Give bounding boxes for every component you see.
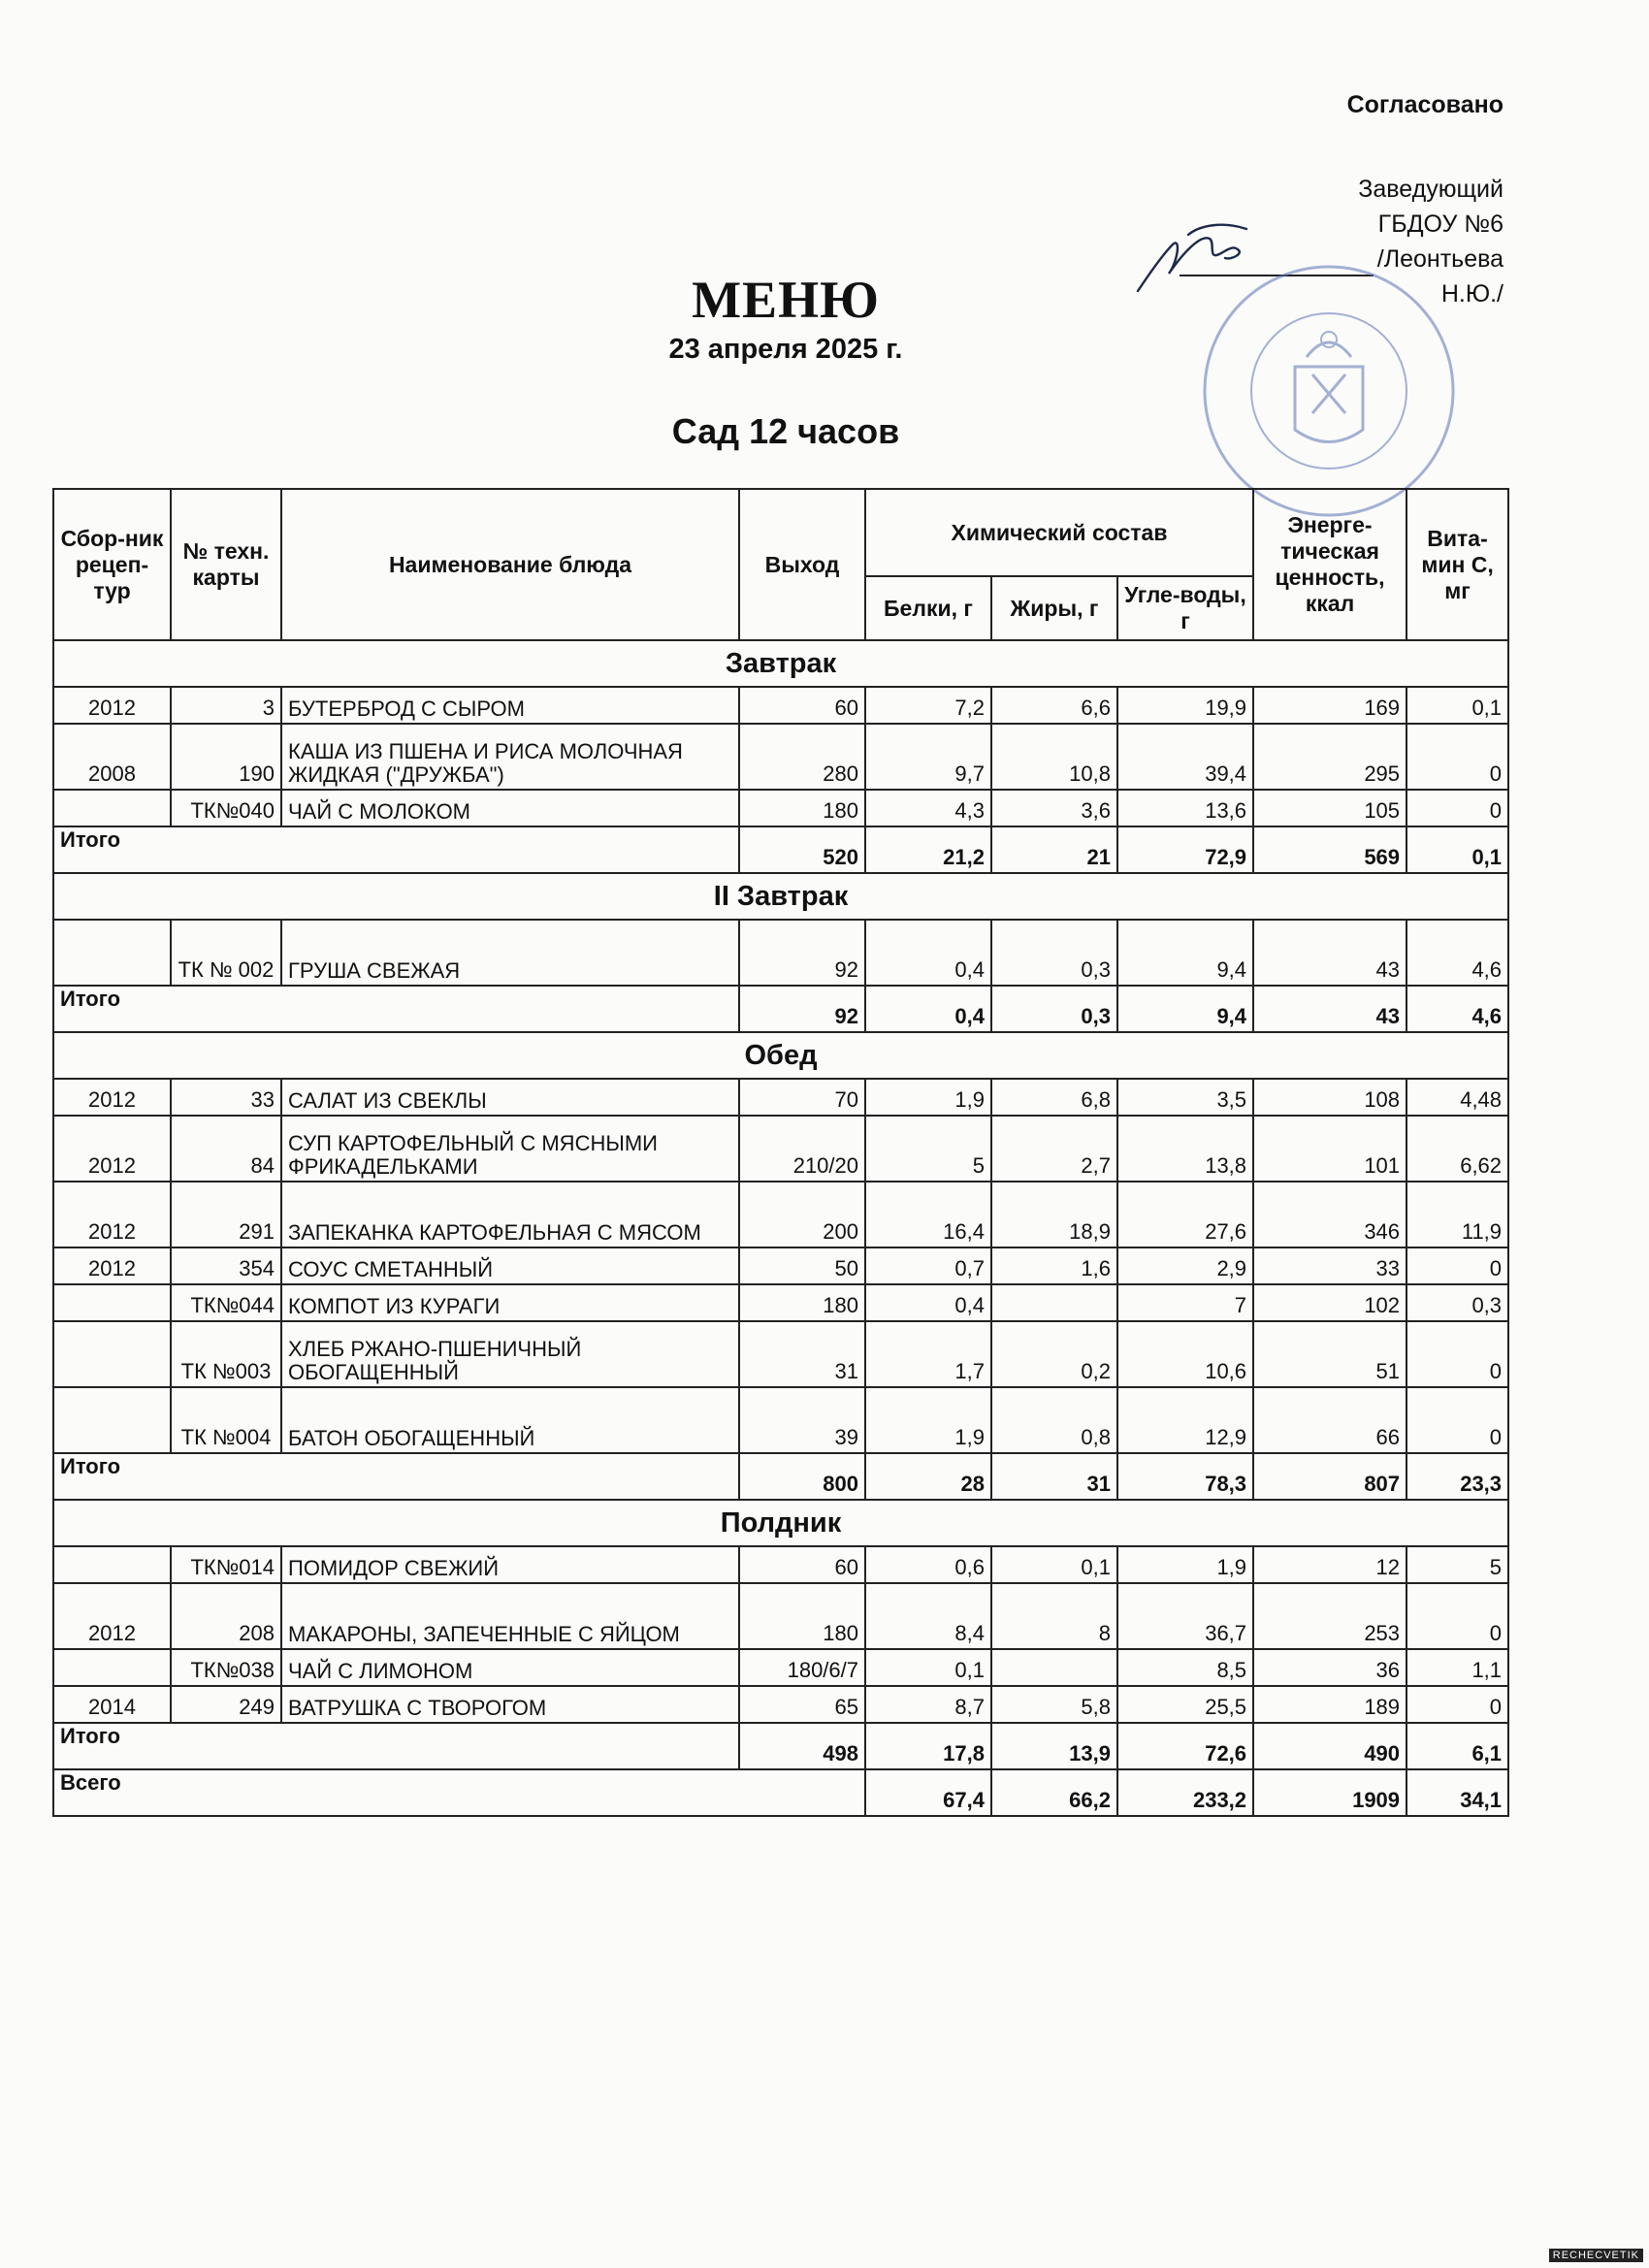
cell-energy: 105 bbox=[1253, 790, 1406, 826]
cell-energy: 33 bbox=[1253, 1247, 1406, 1284]
section-title: Обед bbox=[53, 1032, 1508, 1079]
cell-fat: 0,3 bbox=[991, 920, 1117, 986]
table-row bbox=[53, 1649, 1508, 1686]
cell-card: 3 bbox=[171, 687, 281, 724]
cell-vitc: 0 bbox=[1406, 790, 1508, 826]
cell-dish-name: ЧАЙ С МОЛОКОМ bbox=[281, 790, 739, 826]
cell-fat: 1,6 bbox=[991, 1247, 1117, 1284]
total-vitc: 23,3 bbox=[1406, 1453, 1508, 1500]
cell-dish-name: МАКАРОНЫ, ЗАПЕЧЕННЫЕ С ЯЙЦОМ bbox=[281, 1583, 739, 1649]
cell-yield: 50 bbox=[739, 1247, 865, 1284]
cell-vitc: 0 bbox=[1406, 1686, 1508, 1723]
header-collection: Сбор-ник рецеп-тур bbox=[53, 489, 171, 640]
cell-protein: 0,6 bbox=[865, 1546, 991, 1583]
cell-collection bbox=[53, 1649, 171, 1686]
cell-protein: 8,4 bbox=[865, 1583, 991, 1649]
cell-carbs: 39,4 bbox=[1117, 724, 1253, 790]
cell-carbs: 7 bbox=[1117, 1284, 1253, 1321]
cell-yield: 60 bbox=[739, 687, 865, 724]
cell-fat: 2,7 bbox=[991, 1116, 1117, 1182]
table-row bbox=[53, 1116, 1508, 1182]
cell-collection: 2012 bbox=[53, 1182, 171, 1247]
cell-protein: 5 bbox=[865, 1116, 991, 1182]
signatory-name: /Леонтьева Н.Ю./ bbox=[1376, 245, 1504, 308]
total-row bbox=[53, 826, 1508, 873]
total-protein: 28 bbox=[865, 1453, 991, 1500]
cell-energy: 36 bbox=[1253, 1649, 1406, 1686]
cell-yield: 92 bbox=[739, 920, 865, 986]
table-row bbox=[53, 1686, 1508, 1723]
table-row bbox=[53, 687, 1508, 724]
total-label: Итого bbox=[53, 1453, 739, 1500]
cell-fat: 8 bbox=[991, 1583, 1117, 1649]
total-protein: 17,8 bbox=[865, 1723, 991, 1769]
table-row bbox=[53, 1079, 1508, 1116]
cell-vitc: 0 bbox=[1406, 1583, 1508, 1649]
table-row bbox=[53, 920, 1508, 986]
head-org: ГБДОУ №6 bbox=[1377, 211, 1504, 238]
cell-fat bbox=[991, 1649, 1117, 1686]
menu-table bbox=[52, 488, 1509, 1817]
cell-carbs: 9,4 bbox=[1117, 920, 1253, 986]
cell-yield: 200 bbox=[739, 1182, 865, 1247]
section-title: Полдник bbox=[53, 1500, 1508, 1546]
cell-dish-name: БУТЕРБРОД С СЫРОМ bbox=[281, 687, 739, 724]
cell-fat: 0,1 bbox=[991, 1546, 1117, 1583]
cell-collection bbox=[53, 1387, 171, 1453]
cell-vitc: 0,1 bbox=[1406, 687, 1508, 724]
cell-energy: 169 bbox=[1253, 687, 1406, 724]
cell-carbs: 36,7 bbox=[1117, 1583, 1253, 1649]
cell-energy: 108 bbox=[1253, 1079, 1406, 1116]
cell-protein: 1,7 bbox=[865, 1321, 991, 1387]
cell-collection bbox=[53, 920, 171, 986]
cell-collection: 2012 bbox=[53, 1583, 171, 1649]
cell-yield: 180 bbox=[739, 1284, 865, 1321]
cell-fat: 5,8 bbox=[991, 1686, 1117, 1723]
total-vitc: 0,1 bbox=[1406, 826, 1508, 873]
cell-vitc: 0 bbox=[1406, 1247, 1508, 1284]
approval-label: Согласовано bbox=[1346, 91, 1504, 118]
cell-dish-name: КОМПОТ ИЗ КУРАГИ bbox=[281, 1284, 739, 1321]
header-dish-name: Наименование блюда bbox=[281, 489, 739, 640]
cell-dish-name: КАША ИЗ ПШЕНА И РИСА МОЛОЧНАЯ ЖИДКАЯ ("ДРУЖБА") bbox=[281, 724, 739, 790]
cell-card: 354 bbox=[171, 1247, 281, 1284]
cell-dish-name: ЧАЙ С ЛИМОНОМ bbox=[281, 1649, 739, 1686]
header-card: № техн. карты bbox=[171, 489, 281, 640]
cell-yield: 31 bbox=[739, 1321, 865, 1387]
cell-vitc: 6,62 bbox=[1406, 1116, 1508, 1182]
head-title: Заведующий bbox=[1358, 176, 1504, 203]
cell-carbs: 12,9 bbox=[1117, 1387, 1253, 1453]
header-vitamin-c: Вита-мин С, мг bbox=[1406, 489, 1508, 640]
total-energy: 807 bbox=[1253, 1453, 1406, 1500]
header-carbs: Угле-воды, г bbox=[1117, 576, 1253, 640]
cell-yield: 65 bbox=[739, 1686, 865, 1723]
cell-energy: 51 bbox=[1253, 1321, 1406, 1387]
cell-protein: 8,7 bbox=[865, 1686, 991, 1723]
total-carbs: 72,9 bbox=[1117, 826, 1253, 873]
cell-card: ТК№014 bbox=[171, 1546, 281, 1583]
total-label: Итого bbox=[53, 986, 739, 1032]
menu-table-body bbox=[53, 640, 1508, 1816]
cell-carbs: 3,5 bbox=[1117, 1079, 1253, 1116]
cell-yield: 39 bbox=[739, 1387, 865, 1453]
header-energy: Энерге-тическая ценность, ккал bbox=[1253, 489, 1406, 640]
total-label: Итого bbox=[53, 826, 739, 873]
cell-energy: 66 bbox=[1253, 1387, 1406, 1453]
cell-dish-name: СУП КАРТОФЕЛЬНЫЙ С МЯСНЫМИ ФРИКАДЕЛЬКАМИ bbox=[281, 1116, 739, 1182]
cell-protein: 0,4 bbox=[865, 920, 991, 986]
cell-vitc: 0 bbox=[1406, 724, 1508, 790]
cell-yield: 180 bbox=[739, 1583, 865, 1649]
cell-carbs: 13,8 bbox=[1117, 1116, 1253, 1182]
section-header-row bbox=[53, 1032, 1508, 1079]
total-vitc: 4,6 bbox=[1406, 986, 1508, 1032]
cell-energy: 12 bbox=[1253, 1546, 1406, 1583]
menu-date: 23 апреля 2025 г. bbox=[668, 334, 903, 365]
grand-total-label: Всего bbox=[53, 1769, 865, 1816]
cell-collection bbox=[53, 790, 171, 826]
section-header-row bbox=[53, 640, 1508, 687]
cell-fat: 0,8 bbox=[991, 1387, 1117, 1453]
cell-vitc: 0 bbox=[1406, 1387, 1508, 1453]
cell-carbs: 19,9 bbox=[1117, 687, 1253, 724]
cell-energy: 102 bbox=[1253, 1284, 1406, 1321]
cell-energy: 253 bbox=[1253, 1583, 1406, 1649]
cell-yield: 280 bbox=[739, 724, 865, 790]
cell-vitc: 4,6 bbox=[1406, 920, 1508, 986]
header-protein: Белки, г bbox=[865, 576, 991, 640]
total-fat: 13,9 bbox=[991, 1723, 1117, 1769]
cell-card: 190 bbox=[171, 724, 281, 790]
cell-dish-name: ПОМИДОР СВЕЖИЙ bbox=[281, 1546, 739, 1583]
cell-protein: 0,7 bbox=[865, 1247, 991, 1284]
cell-carbs: 8,5 bbox=[1117, 1649, 1253, 1686]
total-yield: 520 bbox=[739, 826, 865, 873]
menu-subtitle: Сад 12 часов bbox=[671, 411, 900, 451]
total-yield: 800 bbox=[739, 1453, 865, 1500]
cell-yield: 180/6/7 bbox=[739, 1649, 865, 1686]
cell-collection: 2012 bbox=[53, 1116, 171, 1182]
total-row bbox=[53, 986, 1508, 1032]
cell-card: ТК№038 bbox=[171, 1649, 281, 1686]
cell-carbs: 2,9 bbox=[1117, 1247, 1253, 1284]
cell-yield: 70 bbox=[739, 1079, 865, 1116]
cell-yield: 210/20 bbox=[739, 1116, 865, 1182]
cell-vitc: 0,3 bbox=[1406, 1284, 1508, 1321]
section-title: Завтрак bbox=[53, 640, 1508, 687]
cell-card: 291 bbox=[171, 1182, 281, 1247]
cell-card: 208 bbox=[171, 1583, 281, 1649]
cell-protein: 0,1 bbox=[865, 1649, 991, 1686]
table-row bbox=[53, 1583, 1508, 1649]
cell-fat bbox=[991, 1284, 1117, 1321]
document-title: МЕНЮ bbox=[692, 271, 880, 329]
table-row bbox=[53, 1321, 1508, 1387]
header-yield: Выход bbox=[739, 489, 865, 640]
cell-vitc: 0 bbox=[1406, 1321, 1508, 1387]
cell-protein: 0,4 bbox=[865, 1284, 991, 1321]
cell-card: ТК№040 bbox=[171, 790, 281, 826]
total-energy: 43 bbox=[1253, 986, 1406, 1032]
cell-carbs: 25,5 bbox=[1117, 1686, 1253, 1723]
grand-total-carbs: 233,2 bbox=[1117, 1769, 1253, 1816]
cell-energy: 295 bbox=[1253, 724, 1406, 790]
cell-vitc: 11,9 bbox=[1406, 1182, 1508, 1247]
header-fat: Жиры, г bbox=[991, 576, 1117, 640]
cell-carbs: 10,6 bbox=[1117, 1321, 1253, 1387]
cell-fat: 18,9 bbox=[991, 1182, 1117, 1247]
table-row bbox=[53, 1247, 1508, 1284]
cell-protein: 4,3 bbox=[865, 790, 991, 826]
cell-fat: 6,6 bbox=[991, 687, 1117, 724]
total-fat: 21 bbox=[991, 826, 1117, 873]
cell-dish-name: ХЛЕБ РЖАНО-ПШЕНИЧНЫЙ ОБОГАЩЕННЫЙ bbox=[281, 1321, 739, 1387]
watermark: RECHECVETIK bbox=[1549, 2249, 1643, 2262]
total-yield: 498 bbox=[739, 1723, 865, 1769]
cell-collection: 2014 bbox=[53, 1686, 171, 1723]
cell-energy: 43 bbox=[1253, 920, 1406, 986]
cell-fat: 10,8 bbox=[991, 724, 1117, 790]
total-protein: 21,2 bbox=[865, 826, 991, 873]
cell-protein: 1,9 bbox=[865, 1387, 991, 1453]
cell-energy: 101 bbox=[1253, 1116, 1406, 1182]
total-energy: 569 bbox=[1253, 826, 1406, 873]
cell-fat: 6,8 bbox=[991, 1079, 1117, 1116]
cell-protein: 7,2 bbox=[865, 687, 991, 724]
cell-dish-name: ЗАПЕКАНКА КАРТОФЕЛЬНАЯ С МЯСОМ bbox=[281, 1182, 739, 1247]
cell-dish-name: САЛАТ ИЗ СВЕКЛЫ bbox=[281, 1079, 739, 1116]
total-vitc: 6,1 bbox=[1406, 1723, 1508, 1769]
grand-total-vitc: 34,1 bbox=[1406, 1769, 1508, 1816]
total-label: Итого bbox=[53, 1723, 739, 1769]
table-row bbox=[53, 1546, 1508, 1583]
cell-carbs: 27,6 bbox=[1117, 1182, 1253, 1247]
cell-fat: 0,2 bbox=[991, 1321, 1117, 1387]
total-carbs: 72,6 bbox=[1117, 1723, 1253, 1769]
cell-energy: 189 bbox=[1253, 1686, 1406, 1723]
cell-protein: 1,9 bbox=[865, 1079, 991, 1116]
table-row bbox=[53, 724, 1508, 790]
cell-yield: 60 bbox=[739, 1546, 865, 1583]
cell-carbs: 1,9 bbox=[1117, 1546, 1253, 1583]
cell-dish-name: ВАТРУШКА С ТВОРОГОМ bbox=[281, 1686, 739, 1723]
cell-vitc: 1,1 bbox=[1406, 1649, 1508, 1686]
cell-collection: 2012 bbox=[53, 1079, 171, 1116]
cell-vitc: 4,48 bbox=[1406, 1079, 1508, 1116]
cell-energy: 346 bbox=[1253, 1182, 1406, 1247]
cell-dish-name: СОУС СМЕТАННЫЙ bbox=[281, 1247, 739, 1284]
grand-total-row bbox=[53, 1769, 1508, 1816]
grand-total-fat: 66,2 bbox=[991, 1769, 1117, 1816]
total-yield: 92 bbox=[739, 986, 865, 1032]
cell-card: ТК № 002 bbox=[171, 920, 281, 986]
cell-protein: 9,7 bbox=[865, 724, 991, 790]
cell-collection: 2008 bbox=[53, 724, 171, 790]
cell-protein: 16,4 bbox=[865, 1182, 991, 1247]
cell-yield: 180 bbox=[739, 790, 865, 826]
cell-carbs: 13,6 bbox=[1117, 790, 1253, 826]
cell-card: ТК №003 bbox=[171, 1321, 281, 1387]
cell-card: 84 bbox=[171, 1116, 281, 1182]
total-carbs: 9,4 bbox=[1117, 986, 1253, 1032]
total-carbs: 78,3 bbox=[1117, 1453, 1253, 1500]
table-row bbox=[53, 1182, 1508, 1247]
cell-vitc: 5 bbox=[1406, 1546, 1508, 1583]
total-fat: 0,3 bbox=[991, 986, 1117, 1032]
cell-collection bbox=[53, 1284, 171, 1321]
cell-card: ТК №004 bbox=[171, 1387, 281, 1453]
total-row bbox=[53, 1723, 1508, 1769]
cell-dish-name: БАТОН ОБОГАЩЕННЫЙ bbox=[281, 1387, 739, 1453]
total-energy: 490 bbox=[1253, 1723, 1406, 1769]
total-row bbox=[53, 1453, 1508, 1500]
grand-total-protein: 67,4 bbox=[865, 1769, 991, 1816]
cell-card: ТК№044 bbox=[171, 1284, 281, 1321]
header-chemical-composition: Химический состав bbox=[865, 489, 1253, 576]
total-fat: 31 bbox=[991, 1453, 1117, 1500]
table-row bbox=[53, 1284, 1508, 1321]
grand-total-energy: 1909 bbox=[1253, 1769, 1406, 1816]
section-header-row bbox=[53, 1500, 1508, 1546]
cell-collection bbox=[53, 1321, 171, 1387]
total-protein: 0,4 bbox=[865, 986, 991, 1032]
table-row bbox=[53, 1387, 1508, 1453]
cell-collection: 2012 bbox=[53, 1247, 171, 1284]
cell-collection: 2012 bbox=[53, 687, 171, 724]
section-title: II Завтрак bbox=[53, 873, 1508, 920]
cell-card: 249 bbox=[171, 1686, 281, 1723]
table-row bbox=[53, 790, 1508, 826]
cell-dish-name: ГРУША СВЕЖАЯ bbox=[281, 920, 739, 986]
cell-fat: 3,6 bbox=[991, 790, 1117, 826]
cell-collection bbox=[53, 1546, 171, 1583]
cell-card: 33 bbox=[171, 1079, 281, 1116]
section-header-row bbox=[53, 873, 1508, 920]
